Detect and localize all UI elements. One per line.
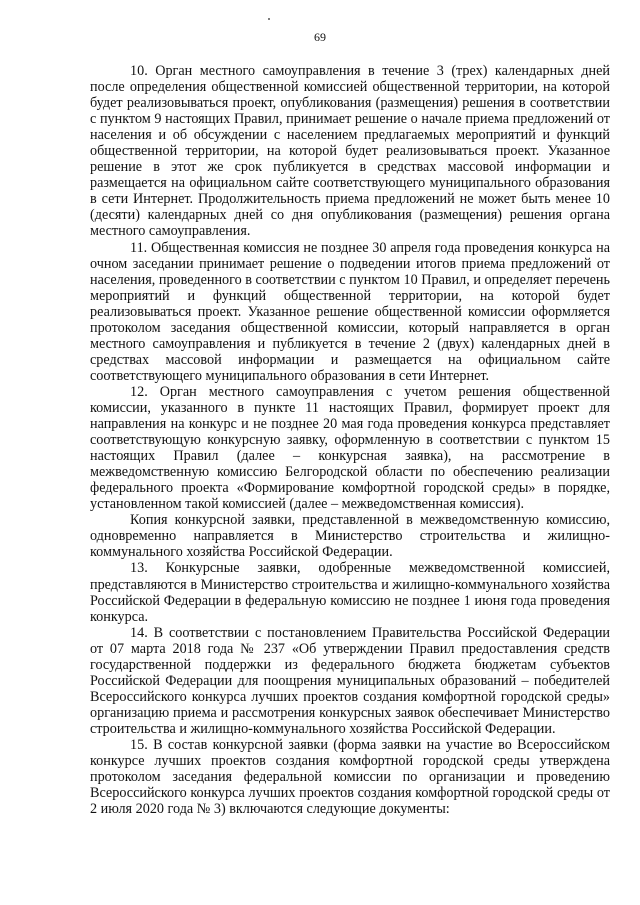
document-body (90, 63, 610, 817)
paragraph-11: 11. Общественная комиссия не позднее 30 апреля года проведения конкурса на очном заседании принимает решение о подведении итогов приема предложений от населения, проведенного в соответствии с пунктом 10 Правил, и определяет перечень мероприятий и функций общественной территории, на которой будет реализовываться проект. Указанное решение общественной комиссии оформляется протоколом заседания общественной комиссии, который направляется в орган местного самоуправления и публикуется в течение 2 (двух) календарных дней в средствах массовой информации и размещается на официальном сайте соответствующего муниципального образования в сети Интернет. (90, 239, 610, 384)
paragraph-15: 15. В состав конкурсной заявки (форма заявки на участие во Всероссийском конкурсе лучших проектов создания комфортной городской среды утверждена протоколом заседания федеральной комиссии по организации и проведению Всероссийского конкурса лучших проектов создания комфортной городской среды от 2 июля 2020 года № 3) включаются следующие документы: (90, 736, 610, 818)
paragraph-13: 13. Конкурсные заявки, одобренные межведомственной комиссией, представляются в Министерство строительства и жилищно-коммунального хозяйства Российской Федерации в федеральную комиссию не позднее 1 июня года проведения конкурса. (90, 560, 610, 625)
paragraph-10: 10. Орган местного самоуправления в течение 3 (трех) календарных дней после определения общественной комиссией общественной территории, на которой будет реализовываться проект, опубликования (размещения) решения в соответствии с пунктом 9 настоящих Правил, принимает решение о начале приема предложений от населения и об обсуждении с населением предлагаемых мероприятий и функций общественной территории, на которой будет реализовываться проект. Указанное решение в этот же срок публикуется в средствах массовой информации и размещается на официальном сайте соответствующего муниципального образования в сети Интернет. Продолжительность приема предложений не может быть менее 10 (десяти) календарных дней со дня опубликования (размещения) решения органа местного самоуправления. (90, 63, 610, 240)
page-number: 69 (314, 30, 326, 44)
scan-speck (268, 18, 270, 20)
paragraph-12-copy: Копия конкурсной заявки, представленной в межведомственную комиссию, одновременно направляется в Министерство строительства и жилищно-коммунального хозяйства Российской Федерации. (90, 512, 610, 561)
paragraph-14: 14. В соответствии с постановлением Правительства Российской Федерации от 07 марта 2018 года № 237 «Об утверждении Правил предоставления средств государственной поддержки из федерального бюджета бюджетам субъектов Российской Федерации для поощрения муниципальных образований – победителей Всероссийского конкурса лучших проектов создания комфортной городской среды» организацию приема и рассмотрения конкурсных заявок обеспечивает Министерство строительства и жилищно-коммунального хозяйства Российской Федерации. (90, 624, 610, 737)
paragraph-12: 12. Орган местного самоуправления с учетом решения общественной комиссии, указанного в пункте 11 настоящих Правил, формирует проект для направления на конкурс и не позднее 20 мая года проведения конкурса представляет соответствующую конкурсную заявку, оформленную в соответствии с пунктом 15 настоящих Правил (далее – конкурсная заявка), на рассмотрение в межведомственную комиссию Белгородской области по обеспечению реализации федерального проекта «Формирование комфортной городской среды» в порядке, установленном такой комиссией (далее – межведомственная комиссия). (90, 383, 610, 513)
